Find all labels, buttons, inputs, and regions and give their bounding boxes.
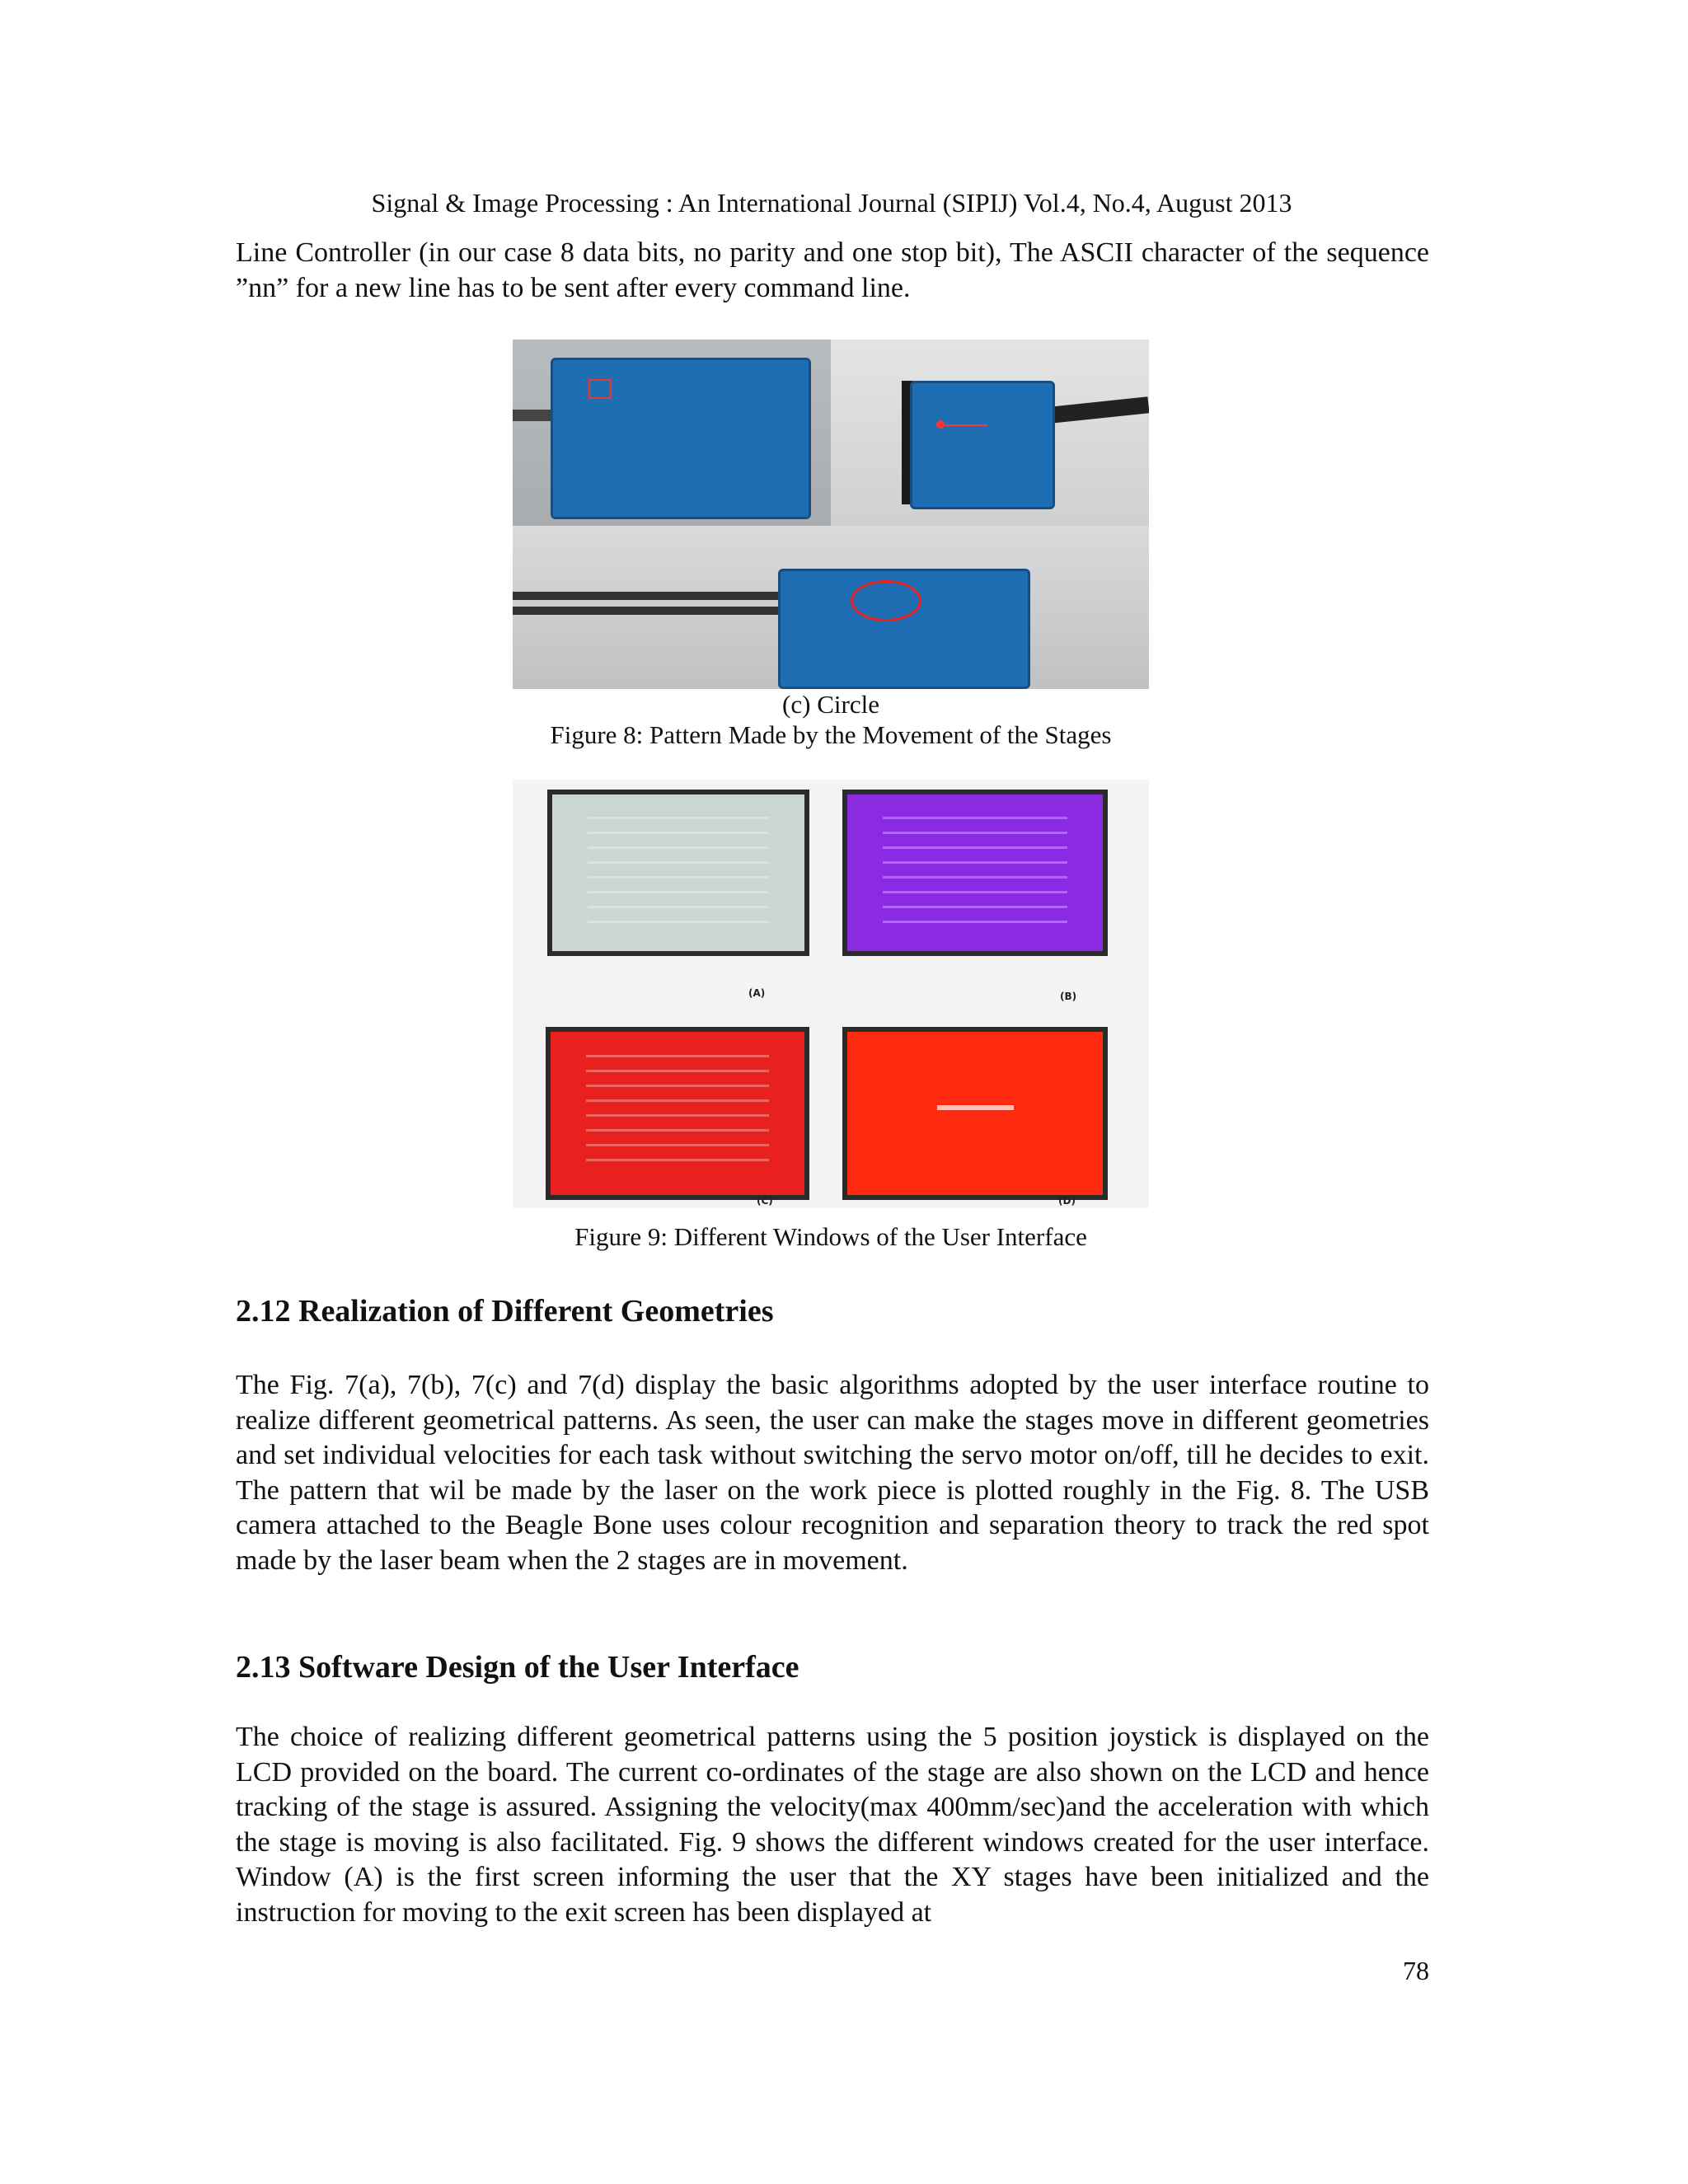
lcd-window-a (547, 790, 809, 956)
stage-photo-top-left (513, 340, 831, 526)
window-label-b: (B) (1060, 991, 1077, 1002)
square-pattern-marker (588, 379, 612, 399)
figure-8-caption: Figure 8: Pattern Made by the Movement of the Stages (550, 720, 1112, 749)
lcd-window-c (546, 1027, 809, 1200)
window-label-c: (C) (757, 1195, 773, 1207)
xy-stage (910, 381, 1055, 509)
figure-8-photo (513, 340, 1149, 689)
page-number: 78 (1403, 1956, 1429, 1985)
section-heading: 2.12 Realization of Different Geometries (236, 1294, 774, 1329)
window-label-d: (D) (1058, 1195, 1076, 1207)
line-pattern-marker (940, 424, 987, 426)
stage-photo-bottom (513, 526, 1149, 689)
lcd-window-d (842, 1027, 1108, 1200)
section-paragraph: The Fig. 7(a), 7(b), 7(c) and 7(d) display the basic algorithms adopted by the user interface routine to realize different geometrical patterns. As seen, the user can make the stages move in different geometries and set individual velocities for each task without switching the servo motor on/off, till he decides to exit. The pattern that wil be made by the laser on the work piece is plotted roughly in the Fig. 8. The USB camera attached to the Beagle Bone uses colour recognition and separation theory to track the red spot made by the laser beam when the 2 stages are in movement. (236, 1370, 1429, 1576)
running-header: Signal & Image Processing : An International Journal (SIPIJ) Vol.4, No.4, August 2013 (371, 188, 1292, 218)
section-paragraph: The choice of realizing different geometrical patterns using the 5 position joystick is displayed on the LCD provided on the board. The current co-ordinates of the stage are also shown on the LCD and hence tracking of the stage is assured. Assigning the velocity(max 400mm/sec)and the acceleration with which the stage is moving is also facilitated. Fig. 9 shows the different windows created for the user interface. Window (A) is the first screen informing the user that the XY stages have been initialized and the instruction for moving to the exit screen has been displayed at (236, 1722, 1429, 1928)
figure-8-subcaption: (c) Circle (782, 690, 879, 719)
section-heading: 2.13 Software Design of the User Interface (236, 1650, 799, 1685)
window-label-a: (A) (748, 987, 766, 999)
intro-paragraph: Line Controller (in our case 8 data bits, no parity and one stop bit), The ASCII character of the sequence ”nn” for a new line has to be sent after every command line. (236, 237, 1429, 303)
stage-photo-top-right (831, 340, 1149, 526)
circle-pattern-marker (851, 580, 921, 621)
lcd-window-b (842, 790, 1108, 956)
figure-9-caption: Figure 9: Different Windows of the User Interface (574, 1222, 1087, 1251)
figure-9-screens (513, 780, 1149, 1208)
